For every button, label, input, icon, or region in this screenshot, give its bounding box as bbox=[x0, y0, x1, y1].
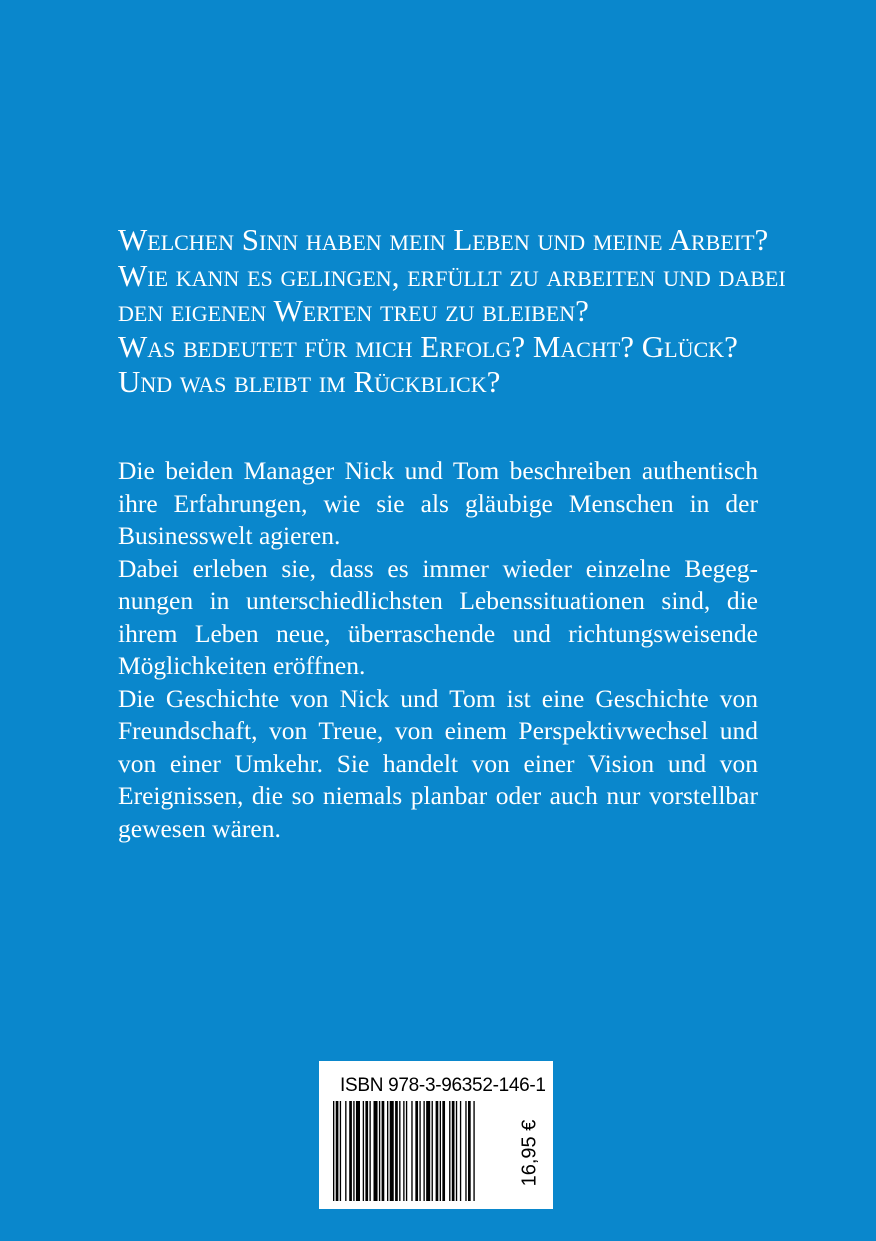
question-line: Und was bleibt im Rückblick? bbox=[118, 364, 501, 399]
barcode-bar bbox=[456, 1101, 457, 1201]
barcode-label bbox=[319, 1061, 553, 1209]
barcode-bar bbox=[406, 1101, 407, 1201]
barcode-bar bbox=[399, 1101, 400, 1201]
price-text: 16,95 € bbox=[518, 1119, 541, 1187]
blurb-paragraph: Die Geschichte von Nick und Tom ist eine Geschichte von Freundschaft, von Treue, von einem Perspektivwechsel und von einer Umkehr. Sie handelt von einer Vision und von Ereignissen, die so niemals planbar oder auch nur vorstellbar gewesen wären. bbox=[118, 683, 758, 843]
barcode-bar bbox=[440, 1101, 441, 1201]
barcode-bar bbox=[415, 1101, 418, 1201]
barcode-bar bbox=[449, 1101, 450, 1201]
question-line: den eigenen Werten treu zu bleiben? bbox=[118, 293, 589, 328]
barcode-bar bbox=[353, 1101, 354, 1201]
barcode-bar bbox=[336, 1101, 339, 1201]
barcode-bar bbox=[374, 1101, 378, 1201]
barcode-bar bbox=[436, 1101, 439, 1201]
barcode-bar bbox=[356, 1101, 360, 1201]
barcode-bar bbox=[426, 1101, 430, 1201]
barcode-icon bbox=[333, 1101, 515, 1201]
barcode-bar bbox=[369, 1101, 370, 1201]
barcode-bar bbox=[382, 1101, 385, 1201]
question-line: Welchen Sinn haben mein Leben und meine Arbeit? bbox=[118, 222, 769, 257]
barcode-bar bbox=[340, 1101, 341, 1201]
barcode-bar bbox=[379, 1101, 380, 1201]
barcode-bar bbox=[365, 1101, 368, 1201]
back-cover-blurb bbox=[118, 455, 758, 845]
barcode-bar bbox=[432, 1101, 433, 1201]
blurb-paragraph: Dabei erleben sie, dass es immer wieder einzelne Begegnungen in unterschiedlichsten Lebenssituationen sind, die ihrem Leben neue, überraschende und richtungsweisende Möglichkeiten eröffnen. bbox=[118, 553, 758, 680]
back-cover-questions bbox=[118, 222, 786, 400]
isbn-number: ISBN 978-3-96352-146-1 bbox=[340, 1075, 546, 1096]
barcode-bar bbox=[442, 1101, 445, 1201]
barcode-bar bbox=[452, 1101, 455, 1201]
question-line: Was bedeutet für mich Erfolg? Macht? Glück? bbox=[118, 328, 738, 364]
barcode-bar bbox=[423, 1101, 424, 1201]
barcode-bar bbox=[349, 1101, 352, 1201]
barcode-bar bbox=[345, 1101, 346, 1201]
barcode-bar bbox=[460, 1101, 461, 1201]
barcode-bar bbox=[390, 1101, 394, 1201]
barcode-bar bbox=[468, 1101, 471, 1201]
barcode-bar bbox=[411, 1101, 412, 1201]
barcode-bar bbox=[333, 1101, 334, 1201]
question-line: Wie kann es gelingen, erfüllt zu arbeiten und dabei bbox=[118, 257, 786, 293]
barcode-bar bbox=[465, 1101, 466, 1201]
barcode-bar bbox=[403, 1101, 404, 1201]
barcode-bar bbox=[363, 1101, 364, 1201]
barcode-bar bbox=[473, 1101, 474, 1201]
barcode-bar bbox=[419, 1101, 420, 1201]
blurb-paragraph: Die beiden Manager Nick und Tom beschreiben authentisch ihre Erfahrungen, wie sie als gläubige Menschen in der Businesswelt agieren. bbox=[118, 456, 758, 550]
barcode-bar bbox=[395, 1101, 398, 1201]
barcode-bar bbox=[387, 1101, 388, 1201]
price-tag bbox=[518, 1105, 542, 1201]
